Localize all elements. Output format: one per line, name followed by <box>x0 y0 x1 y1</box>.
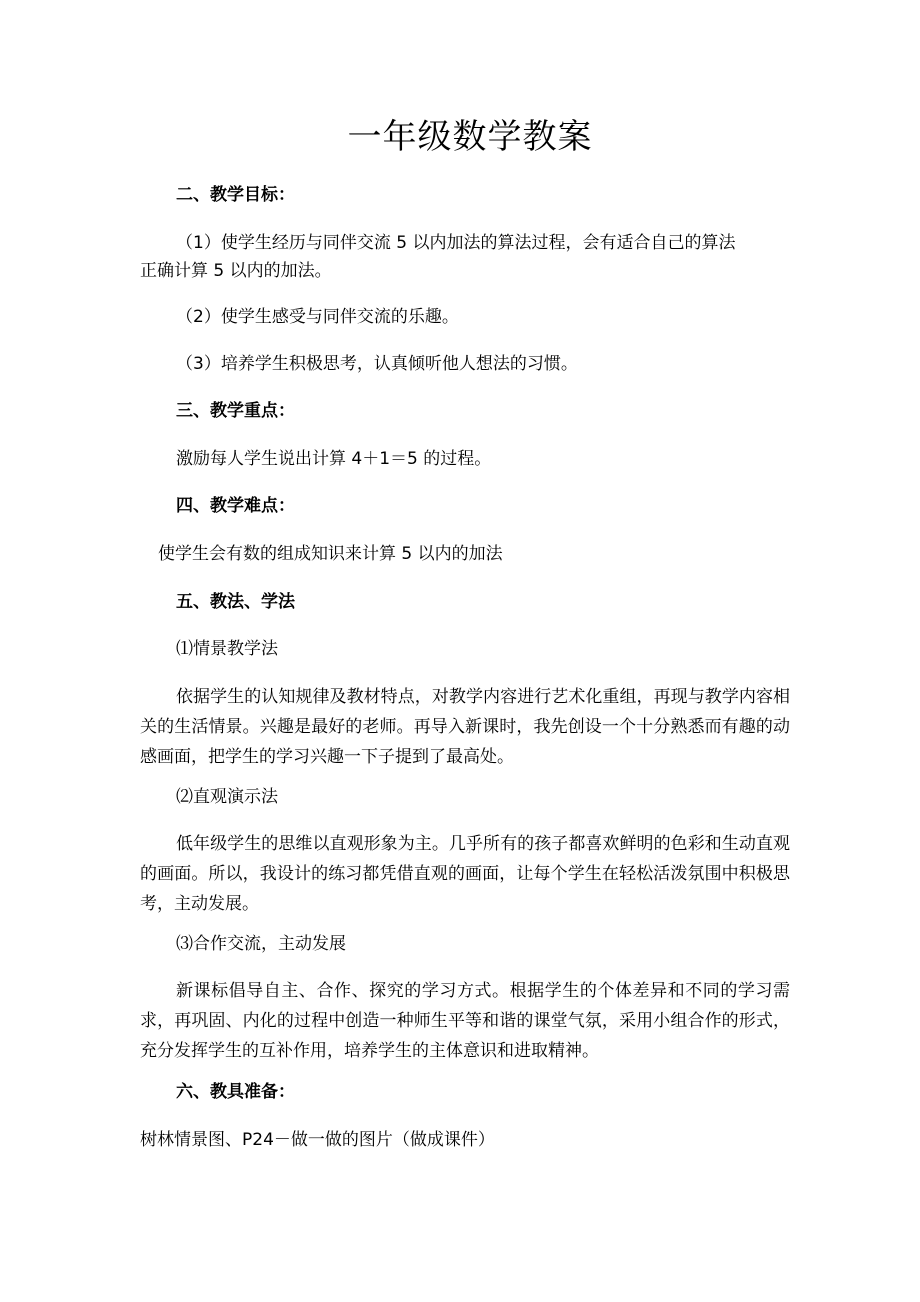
method-1-text: 依据学生的认知规律及教材特点，对教学内容进行艺术化重组，再现与教学内容相关的生活情景。兴趣是最好的老师。再导入新课时，我先创设一个十分熟悉而有趣的动感画面，把学生的学习兴趣一下子提到了最高处。 <box>140 687 790 767</box>
key-point-heading: 三、教学重点： <box>176 401 295 421</box>
method-2-text: 低年级学生的思维以直观形象为主。几乎所有的孩子都喜欢鲜明的色彩和生动直观的画面。所以，我设计的练习都凭借直观的画面，让每个学生在轻松活泼氛围中积极思考，主动发展。 <box>140 834 790 914</box>
objective-item-2: （2）使学生感受与同伴交流的乐趣。 <box>176 307 459 327</box>
objective-item-3: （3）培养学生积极思考，认真倾听他人想法的习惯。 <box>176 354 578 374</box>
difficulty-text: 使学生会有数的组成知识来计算 5 以内的加法 <box>158 544 503 564</box>
method-3-text: 新课标倡导自主、合作、探究的学习方式。根据学生的个体差异和不同的学习需求，再巩固、内化的过程中创造一种师生平等和谐的课堂气氛，采用小组合作的形式，充分发挥学生的互补作用，培养学生的主体意识和进取精神。 <box>140 981 790 1061</box>
materials-text: 树林情景图、P24－做一做的图片（做成课件） <box>140 1130 495 1150</box>
methods-heading: 五、教法、学法 <box>176 592 295 612</box>
method-1-title: ⑴情景教学法 <box>176 639 278 659</box>
method-2-title: ⑵直观演示法 <box>176 787 278 807</box>
materials-heading: 六、教具准备： <box>176 1082 295 1102</box>
difficulty-heading: 四、教学难点： <box>176 496 295 516</box>
objectives-heading: 二、教学目标： <box>176 185 295 205</box>
objective-item-1-line-2: 正确计算 5 以内的加法。 <box>140 261 332 281</box>
key-point-text: 激励每人学生说出计算 4＋1＝5 的过程。 <box>176 449 492 469</box>
method-3-title: ⑶合作交流，主动发展 <box>176 934 346 954</box>
objective-item-1-line-1: （1）使学生经历与同伴交流 5 以内加法的算法过程，会有适合自己的算法 <box>176 233 736 253</box>
document-title: 一年级数学教案 <box>347 117 593 157</box>
